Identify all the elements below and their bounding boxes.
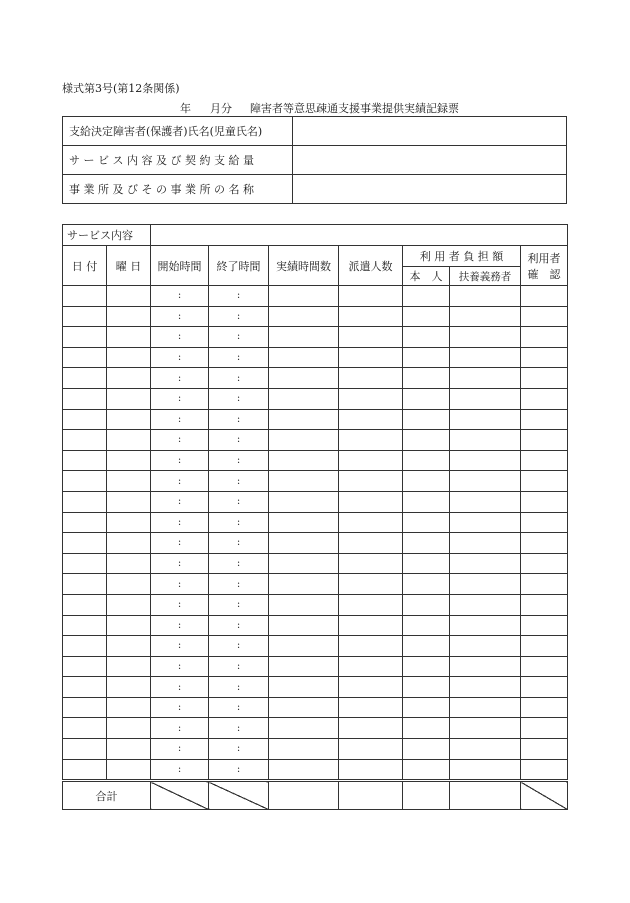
self-burden-cell[interactable]	[403, 594, 450, 615]
header-actual-hours: 実績時間数	[269, 246, 339, 286]
self-burden-cell[interactable]	[403, 656, 450, 677]
self-burden-cell[interactable]	[403, 388, 450, 409]
start-time-cell[interactable]: :	[151, 759, 209, 781]
start-time-cell[interactable]: :	[151, 450, 209, 471]
date-cell[interactable]	[63, 739, 107, 760]
weekday-cell[interactable]	[107, 718, 151, 739]
header-end-time: 終了時間	[209, 246, 269, 286]
weekday-cell[interactable]	[107, 594, 151, 615]
table-row	[63, 594, 568, 615]
header-dispatch-count: 派遣人数	[339, 246, 403, 286]
dispatch-count-cell[interactable]	[339, 759, 403, 781]
total-self-burden-cell[interactable]	[403, 781, 450, 810]
self-burden-cell[interactable]	[403, 491, 450, 512]
dispatch-count-cell[interactable]	[339, 574, 403, 595]
recipient-name-label: 支給決定障害者(保護者)氏名(児童氏名)	[63, 117, 293, 146]
table-row	[63, 574, 568, 595]
user-confirm-cell[interactable]	[521, 306, 568, 327]
table-row	[63, 739, 568, 760]
title-year: 年	[180, 102, 191, 115]
supporter-burden-cell[interactable]	[450, 491, 521, 512]
date-cell[interactable]	[63, 286, 107, 307]
self-burden-cell[interactable]	[403, 718, 450, 739]
actual-hours-cell[interactable]	[269, 327, 339, 348]
date-cell[interactable]	[63, 636, 107, 657]
supporter-burden-cell[interactable]	[450, 636, 521, 657]
table-row	[63, 409, 568, 430]
end-time-cell[interactable]: :	[209, 677, 269, 698]
end-time-cell[interactable]: :	[209, 656, 269, 677]
user-confirm-cell[interactable]	[521, 718, 568, 739]
table-row	[63, 450, 568, 471]
end-time-cell[interactable]: :	[209, 759, 269, 781]
date-cell[interactable]	[63, 615, 107, 636]
end-time-cell[interactable]: :	[209, 553, 269, 574]
header-supporter: 扶養義務者	[450, 267, 521, 286]
user-confirm-cell[interactable]	[521, 327, 568, 348]
user-confirm-cell[interactable]	[521, 759, 568, 781]
dispatch-count-cell[interactable]	[339, 677, 403, 698]
supporter-burden-cell[interactable]	[450, 409, 521, 430]
dispatch-count-cell[interactable]	[339, 368, 403, 389]
service-contract-label: サ ー ビ ス 内 容 及 び 契 約 支 給 量	[63, 146, 293, 175]
header-self: 本 人	[403, 267, 450, 286]
table-row	[63, 306, 568, 327]
header-user-burden: 利 用 者 負 担 額	[403, 246, 521, 267]
date-cell[interactable]	[63, 327, 107, 348]
supporter-burden-cell[interactable]	[450, 615, 521, 636]
self-burden-cell[interactable]	[403, 759, 450, 781]
user-confirm-cell[interactable]	[521, 656, 568, 677]
date-cell[interactable]	[63, 553, 107, 574]
self-burden-cell[interactable]	[403, 553, 450, 574]
self-burden-cell[interactable]	[403, 697, 450, 718]
self-burden-cell[interactable]	[403, 615, 450, 636]
start-time-cell[interactable]: :	[151, 430, 209, 451]
actual-hours-cell[interactable]	[269, 656, 339, 677]
user-confirm-cell[interactable]	[521, 615, 568, 636]
actual-hours-cell[interactable]	[269, 677, 339, 698]
supporter-burden-cell[interactable]	[450, 739, 521, 760]
weekday-cell[interactable]	[107, 450, 151, 471]
end-time-cell[interactable]: :	[209, 636, 269, 657]
weekday-cell[interactable]	[107, 533, 151, 554]
weekday-cell[interactable]	[107, 491, 151, 512]
table-row	[63, 533, 568, 554]
date-cell[interactable]	[63, 594, 107, 615]
end-time-cell[interactable]: :	[209, 347, 269, 368]
weekday-cell[interactable]	[107, 286, 151, 307]
header-confirm-line-2: 確 認	[527, 267, 561, 281]
table-row	[63, 286, 568, 307]
actual-hours-cell[interactable]	[269, 450, 339, 471]
supporter-burden-cell[interactable]	[450, 306, 521, 327]
dispatch-count-cell[interactable]	[339, 306, 403, 327]
weekday-cell[interactable]	[107, 430, 151, 451]
dispatch-count-cell[interactable]	[339, 615, 403, 636]
actual-hours-cell[interactable]	[269, 574, 339, 595]
recipient-name-field[interactable]	[293, 117, 567, 146]
date-cell[interactable]	[63, 656, 107, 677]
supporter-burden-cell[interactable]	[450, 553, 521, 574]
user-confirm-cell[interactable]	[521, 286, 568, 307]
supporter-burden-cell[interactable]	[450, 697, 521, 718]
actual-hours-cell[interactable]	[269, 718, 339, 739]
self-burden-cell[interactable]	[403, 471, 450, 492]
weekday-cell[interactable]	[107, 471, 151, 492]
actual-hours-cell[interactable]	[269, 739, 339, 760]
supporter-burden-cell[interactable]	[450, 574, 521, 595]
dispatch-count-cell[interactable]	[339, 533, 403, 554]
table-row	[63, 759, 568, 781]
supporter-burden-cell[interactable]	[450, 347, 521, 368]
start-time-cell[interactable]: :	[151, 553, 209, 574]
self-burden-cell[interactable]	[403, 512, 450, 533]
dispatch-count-cell[interactable]	[339, 388, 403, 409]
end-time-cell[interactable]: :	[209, 718, 269, 739]
start-time-cell[interactable]: :	[151, 471, 209, 492]
start-time-cell[interactable]: :	[151, 718, 209, 739]
actual-hours-cell[interactable]	[269, 471, 339, 492]
start-time-cell[interactable]: :	[151, 327, 209, 348]
supporter-burden-cell[interactable]	[450, 656, 521, 677]
self-burden-cell[interactable]	[403, 347, 450, 368]
dispatch-count-cell[interactable]	[339, 553, 403, 574]
table-row	[63, 347, 568, 368]
header-user-confirm	[521, 246, 568, 286]
table-row	[63, 388, 568, 409]
table-row	[63, 697, 568, 718]
total-dispatch-count-cell[interactable]	[339, 781, 403, 810]
date-cell[interactable]	[63, 450, 107, 471]
dispatch-count-cell[interactable]	[339, 450, 403, 471]
start-time-cell[interactable]: :	[151, 594, 209, 615]
weekday-cell[interactable]	[107, 512, 151, 533]
dispatch-count-cell[interactable]	[339, 347, 403, 368]
table-row	[63, 718, 568, 739]
self-burden-cell[interactable]	[403, 306, 450, 327]
user-confirm-cell[interactable]	[521, 347, 568, 368]
supporter-burden-cell[interactable]	[450, 759, 521, 781]
start-time-cell[interactable]: :	[151, 368, 209, 389]
table-row	[63, 656, 568, 677]
service-contract-field[interactable]	[293, 146, 567, 175]
weekday-cell[interactable]	[107, 697, 151, 718]
table-row	[63, 615, 568, 636]
weekday-cell[interactable]	[107, 739, 151, 760]
self-burden-cell[interactable]	[403, 636, 450, 657]
end-time-cell[interactable]: :	[209, 739, 269, 760]
start-time-cell[interactable]: :	[151, 306, 209, 327]
start-time-cell[interactable]: :	[151, 574, 209, 595]
info-row-recipient	[63, 117, 567, 146]
self-burden-cell[interactable]	[403, 739, 450, 760]
total-actual-hours-cell[interactable]	[269, 781, 339, 810]
weekday-cell[interactable]	[107, 636, 151, 657]
date-cell[interactable]	[63, 574, 107, 595]
user-confirm-cell[interactable]	[521, 388, 568, 409]
recipient-info-table	[62, 116, 567, 204]
dispatch-count-cell[interactable]	[339, 286, 403, 307]
start-time-cell[interactable]: :	[151, 512, 209, 533]
date-cell[interactable]	[63, 533, 107, 554]
date-cell[interactable]	[63, 697, 107, 718]
supporter-burden-cell[interactable]	[450, 388, 521, 409]
user-confirm-cell[interactable]	[521, 677, 568, 698]
user-confirm-cell[interactable]	[521, 471, 568, 492]
self-burden-cell[interactable]	[403, 677, 450, 698]
start-time-cell[interactable]: :	[151, 739, 209, 760]
actual-hours-cell[interactable]	[269, 512, 339, 533]
user-confirm-cell[interactable]	[521, 450, 568, 471]
end-time-cell[interactable]: :	[209, 430, 269, 451]
actual-hours-cell[interactable]	[269, 368, 339, 389]
dispatch-count-cell[interactable]	[339, 718, 403, 739]
dispatch-count-cell[interactable]	[339, 512, 403, 533]
actual-hours-cell[interactable]	[269, 615, 339, 636]
total-row	[63, 781, 568, 810]
user-confirm-cell[interactable]	[521, 368, 568, 389]
actual-hours-cell[interactable]	[269, 636, 339, 657]
weekday-cell[interactable]	[107, 327, 151, 348]
weekday-cell[interactable]	[107, 306, 151, 327]
actual-hours-cell[interactable]	[269, 491, 339, 512]
start-time-cell[interactable]: :	[151, 286, 209, 307]
end-time-cell[interactable]: :	[209, 368, 269, 389]
weekday-cell[interactable]	[107, 347, 151, 368]
actual-hours-cell[interactable]	[269, 594, 339, 615]
start-time-cell[interactable]: :	[151, 409, 209, 430]
self-burden-cell[interactable]	[403, 327, 450, 348]
form-number: 様式第3号(第12条関係)	[62, 82, 180, 95]
start-time-cell[interactable]: :	[151, 615, 209, 636]
user-confirm-cell[interactable]	[521, 636, 568, 657]
actual-hours-cell[interactable]	[269, 697, 339, 718]
table-row	[63, 512, 568, 533]
user-confirm-cell[interactable]	[521, 430, 568, 451]
end-time-cell[interactable]: :	[209, 388, 269, 409]
supporter-burden-cell[interactable]	[450, 430, 521, 451]
weekday-cell[interactable]	[107, 677, 151, 698]
dispatch-count-cell[interactable]	[339, 327, 403, 348]
service-record-table	[62, 224, 568, 810]
date-cell[interactable]	[63, 306, 107, 327]
dispatch-count-cell[interactable]	[339, 471, 403, 492]
dispatch-count-cell[interactable]	[339, 656, 403, 677]
actual-hours-cell[interactable]	[269, 430, 339, 451]
end-time-cell[interactable]: :	[209, 533, 269, 554]
dispatch-count-cell[interactable]	[339, 491, 403, 512]
date-cell[interactable]	[63, 759, 107, 781]
weekday-cell[interactable]	[107, 409, 151, 430]
date-cell[interactable]	[63, 368, 107, 389]
weekday-cell[interactable]	[107, 368, 151, 389]
date-cell[interactable]	[63, 718, 107, 739]
user-confirm-cell[interactable]	[521, 409, 568, 430]
self-burden-cell[interactable]	[403, 533, 450, 554]
end-time-cell[interactable]: :	[209, 286, 269, 307]
end-time-cell[interactable]: :	[209, 512, 269, 533]
end-time-cell[interactable]: :	[209, 574, 269, 595]
weekday-cell[interactable]	[107, 553, 151, 574]
weekday-cell[interactable]	[107, 388, 151, 409]
user-confirm-cell[interactable]	[521, 739, 568, 760]
actual-hours-cell[interactable]	[269, 759, 339, 781]
user-confirm-cell[interactable]	[521, 512, 568, 533]
header-date: 日 付	[63, 246, 107, 286]
self-burden-cell[interactable]	[403, 430, 450, 451]
self-burden-cell[interactable]	[403, 409, 450, 430]
self-burden-cell[interactable]	[403, 574, 450, 595]
table-row	[63, 327, 568, 348]
weekday-cell[interactable]	[107, 656, 151, 677]
weekday-cell[interactable]	[107, 759, 151, 781]
user-confirm-cell[interactable]	[521, 533, 568, 554]
date-cell[interactable]	[63, 677, 107, 698]
header-weekday: 曜 日	[107, 246, 151, 286]
actual-hours-cell[interactable]	[269, 388, 339, 409]
dispatch-count-cell[interactable]	[339, 430, 403, 451]
header-confirm-line-1: 利用者	[527, 251, 561, 265]
start-time-cell[interactable]: :	[151, 677, 209, 698]
user-confirm-cell[interactable]	[521, 574, 568, 595]
supporter-burden-cell[interactable]	[450, 512, 521, 533]
end-time-cell[interactable]: :	[209, 697, 269, 718]
actual-hours-cell[interactable]	[269, 306, 339, 327]
supporter-burden-cell[interactable]	[450, 368, 521, 389]
total-end-time-cell	[209, 781, 269, 810]
supporter-burden-cell[interactable]	[450, 677, 521, 698]
weekday-cell[interactable]	[107, 615, 151, 636]
date-cell[interactable]	[63, 512, 107, 533]
date-cell[interactable]	[63, 409, 107, 430]
title-month: 月分	[210, 102, 232, 115]
supporter-burden-cell[interactable]	[450, 594, 521, 615]
provider-name-label: 事 業 所 及 び そ の 事 業 所 の 名 称	[63, 175, 293, 204]
dispatch-count-cell[interactable]	[339, 739, 403, 760]
end-time-cell[interactable]: :	[209, 615, 269, 636]
supporter-burden-cell[interactable]	[450, 471, 521, 492]
dispatch-count-cell[interactable]	[339, 636, 403, 657]
table-row	[63, 636, 568, 657]
end-time-cell[interactable]: :	[209, 594, 269, 615]
date-cell[interactable]	[63, 471, 107, 492]
end-time-cell[interactable]: :	[209, 327, 269, 348]
end-time-cell[interactable]: :	[209, 491, 269, 512]
start-time-cell[interactable]: :	[151, 347, 209, 368]
self-burden-cell[interactable]	[403, 286, 450, 307]
actual-hours-cell[interactable]	[269, 533, 339, 554]
total-start-time-cell	[151, 781, 209, 810]
total-user-confirm-cell	[521, 781, 568, 810]
user-confirm-cell[interactable]	[521, 594, 568, 615]
supporter-burden-cell[interactable]	[450, 286, 521, 307]
end-time-cell[interactable]: :	[209, 409, 269, 430]
date-cell[interactable]	[63, 347, 107, 368]
service-content-field[interactable]	[151, 225, 568, 246]
title-name: 障害者等意思疎通支援事業提供実績記録票	[250, 102, 459, 115]
end-time-cell[interactable]: :	[209, 450, 269, 471]
table-row	[63, 491, 568, 512]
user-confirm-cell[interactable]	[521, 697, 568, 718]
start-time-cell[interactable]: :	[151, 636, 209, 657]
table-row	[63, 430, 568, 451]
service-content-label: サービス内容	[63, 225, 151, 246]
self-burden-cell[interactable]	[403, 450, 450, 471]
start-time-cell[interactable]: :	[151, 656, 209, 677]
table-row	[63, 553, 568, 574]
date-cell[interactable]	[63, 491, 107, 512]
supporter-burden-cell[interactable]	[450, 718, 521, 739]
start-time-cell[interactable]: :	[151, 533, 209, 554]
dispatch-count-cell[interactable]	[339, 594, 403, 615]
start-time-cell[interactable]: :	[151, 388, 209, 409]
weekday-cell[interactable]	[107, 574, 151, 595]
start-time-cell[interactable]: :	[151, 491, 209, 512]
total-label: 合計	[63, 781, 151, 810]
date-cell[interactable]	[63, 388, 107, 409]
end-time-cell[interactable]: :	[209, 306, 269, 327]
self-burden-cell[interactable]	[403, 368, 450, 389]
user-confirm-cell[interactable]	[521, 553, 568, 574]
actual-hours-cell[interactable]	[269, 553, 339, 574]
provider-name-field[interactable]	[293, 175, 567, 204]
supporter-burden-cell[interactable]	[450, 450, 521, 471]
date-cell[interactable]	[63, 430, 107, 451]
end-time-cell[interactable]: :	[209, 471, 269, 492]
start-time-cell[interactable]: :	[151, 697, 209, 718]
actual-hours-cell[interactable]	[269, 347, 339, 368]
supporter-burden-cell[interactable]	[450, 327, 521, 348]
actual-hours-cell[interactable]	[269, 409, 339, 430]
table-row	[63, 368, 568, 389]
dispatch-count-cell[interactable]	[339, 697, 403, 718]
actual-hours-cell[interactable]	[269, 286, 339, 307]
supporter-burden-cell[interactable]	[450, 533, 521, 554]
header-start-time: 開始時間	[151, 246, 209, 286]
user-confirm-cell[interactable]	[521, 491, 568, 512]
info-row-provider	[63, 175, 567, 204]
info-row-service	[63, 146, 567, 175]
table-row	[63, 471, 568, 492]
dispatch-count-cell[interactable]	[339, 409, 403, 430]
total-supporter-burden-cell[interactable]	[450, 781, 521, 810]
table-row	[63, 677, 568, 698]
